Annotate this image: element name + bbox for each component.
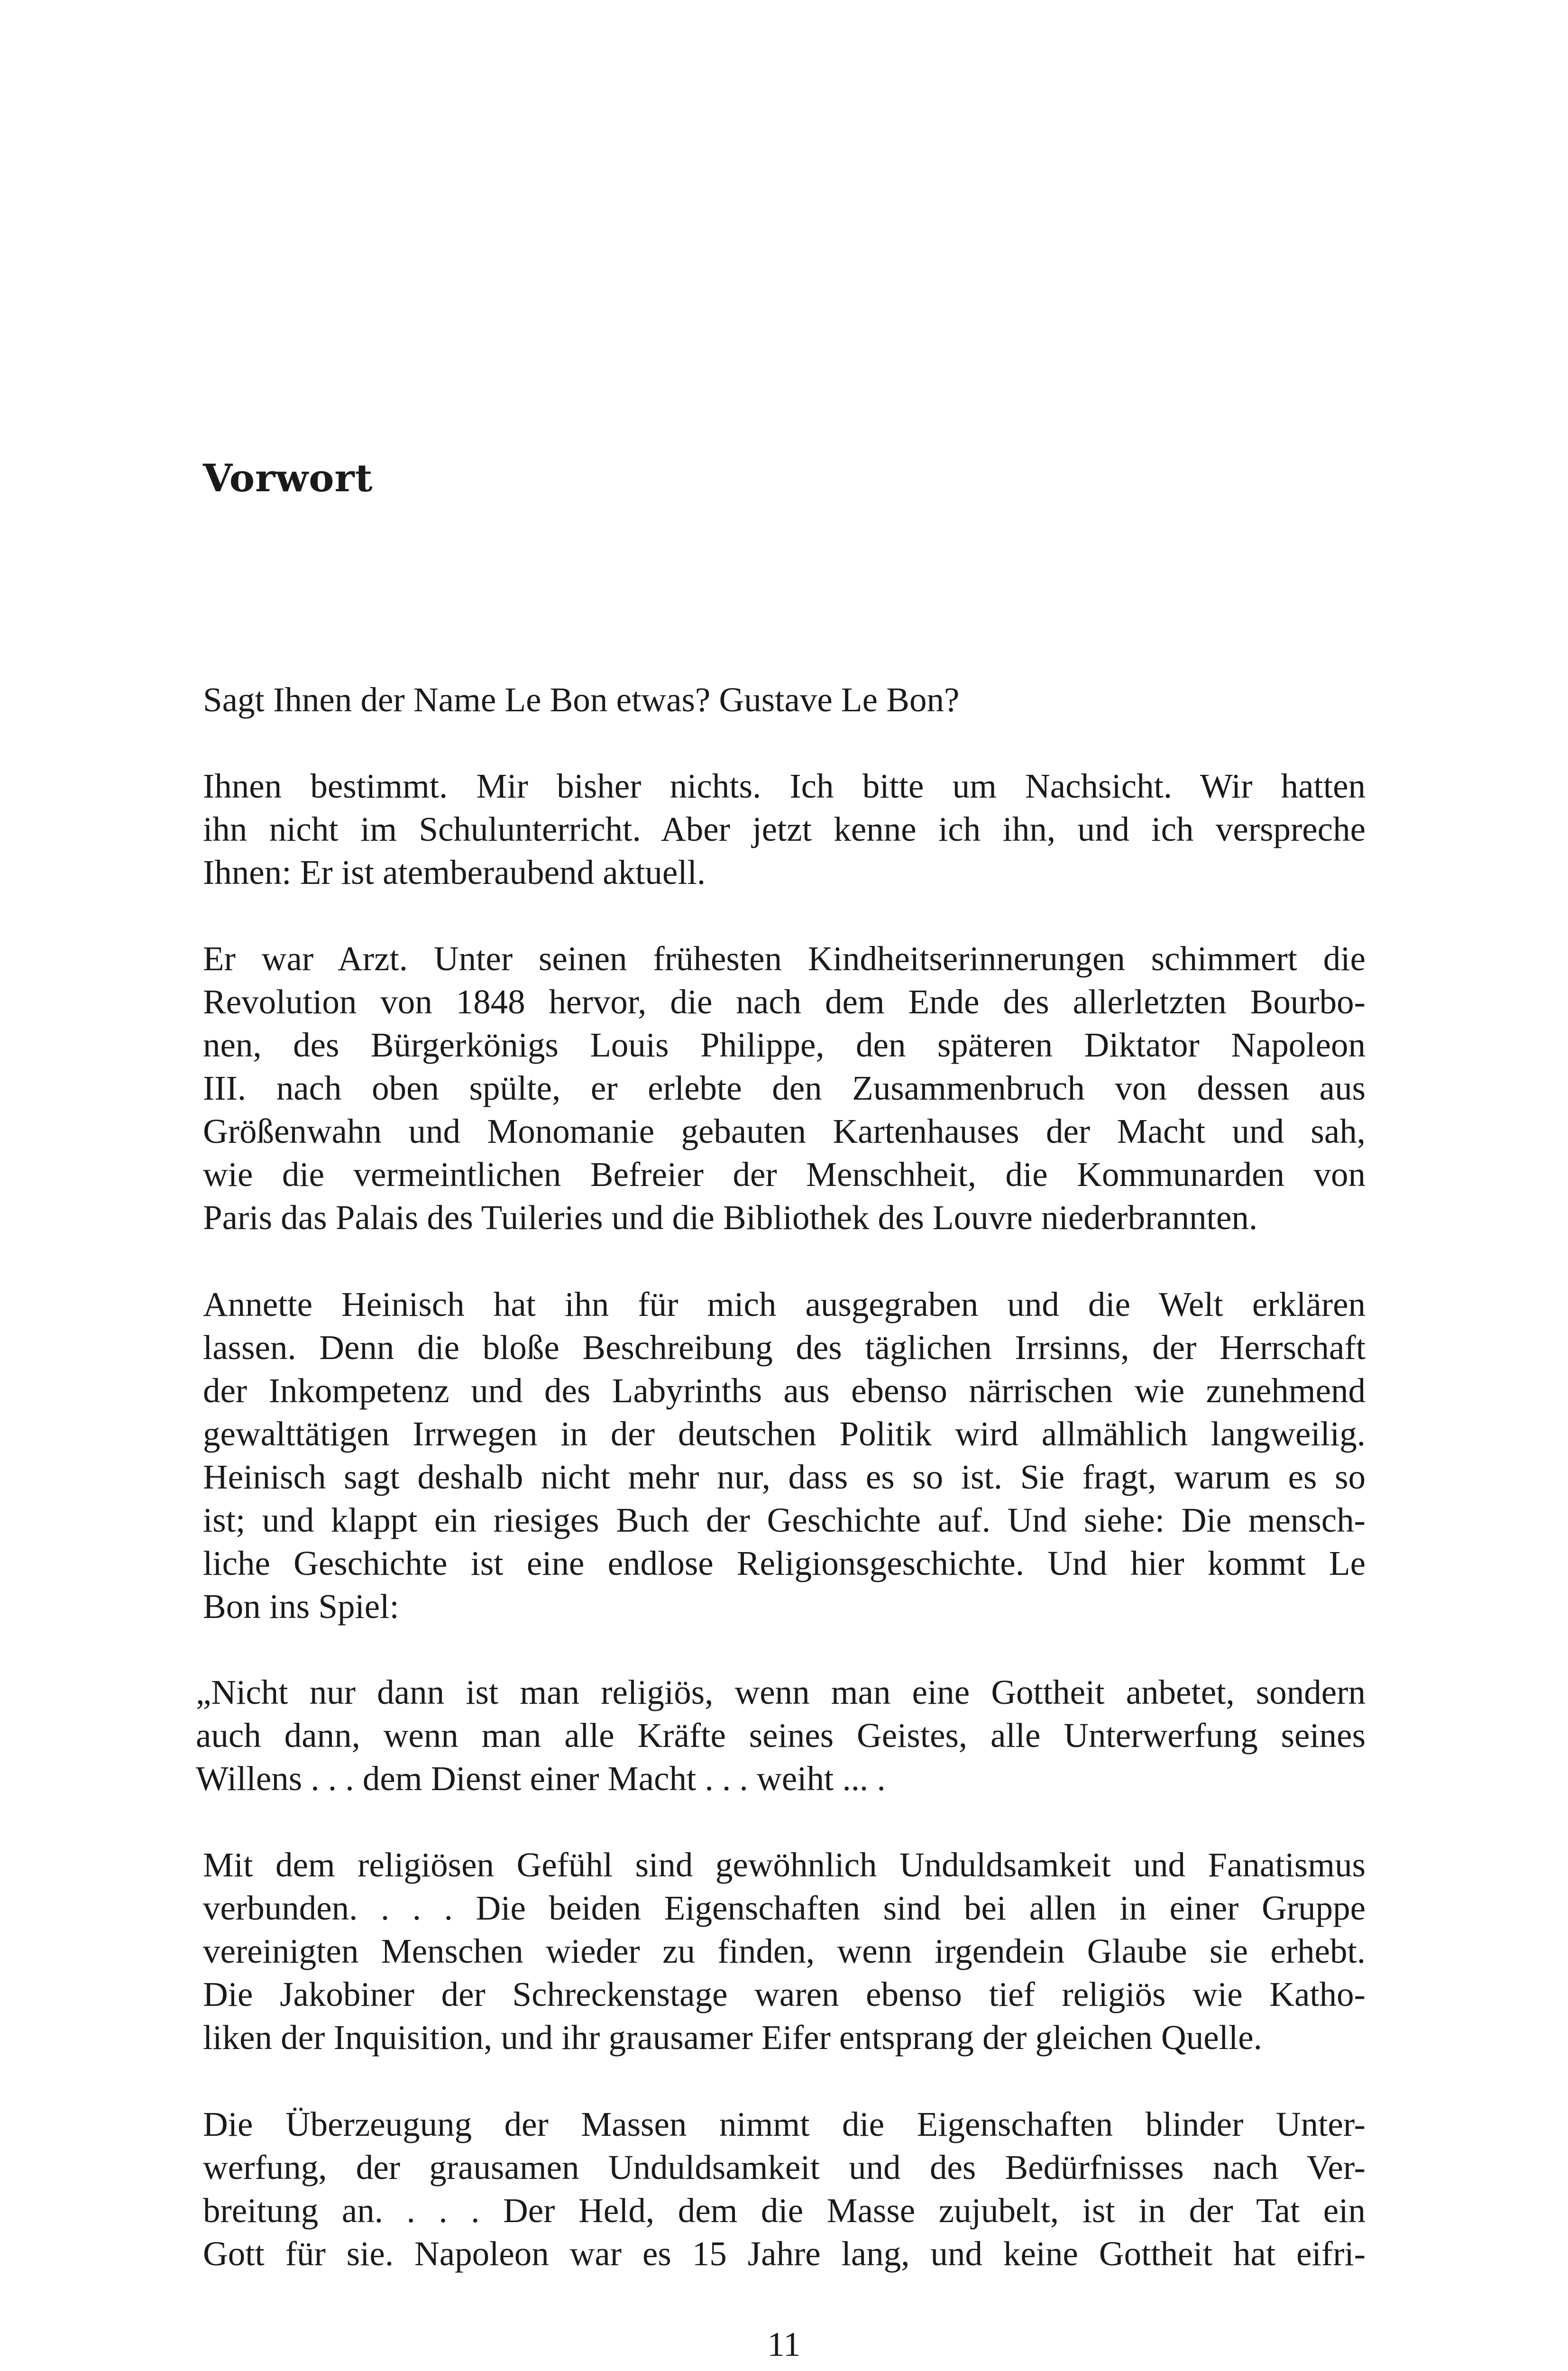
text-line: lassen. Denn die bloße Beschreibung des täglichen Irrsinns, der Herrschaft [203,1328,1366,1367]
text-line: ihn nicht im Schulunterricht. Aber jetzt kenne ich ihn, und ich verspreche [203,810,1366,848]
paragraph [203,1843,1366,2059]
text-line: „Nicht nur dann ist man religiös, wenn man eine Gottheit anbetet, sondern [196,1673,1366,1711]
text-line: Revolution von 1848 hervor, die nach dem Ende des allerletzten Bourbo- [203,983,1366,1021]
text-line: wie die vermeintlichen Befreier der Menschheit, die Kommunarden von [203,1155,1366,1194]
text-line: Bon ins Spiel: [203,1587,399,1626]
text-line: Größenwahn und Monomanie gebauten Kartenhauses der Macht und sah, [203,1112,1366,1150]
text-line: Er war Arzt. Unter seinen frühesten Kindheitserinnerungen schimmert die [203,939,1366,978]
text-line: liche Geschichte ist eine endlose Religionsgeschichte. Und hier kommt Le [203,1544,1366,1582]
paragraph [203,1283,1366,1628]
text-line: Paris das Palais des Tuileries und die Bibliothek des Louvre niederbrannten. [203,1198,1258,1237]
quote-paragraph [196,1671,1366,1800]
text-line: Ihnen bestimmt. Mir bisher nichts. Ich bitte um Nachsicht. Wir hatten [203,767,1366,805]
paragraph [203,2103,1366,2275]
text-line: Willens . . . dem Dienst einer Macht . . . weiht ... . [196,1759,886,1798]
text-line: Heinisch sagt deshalb nicht mehr nur, dass es so ist. Sie fragt, warum es so [203,1458,1366,1496]
text-line: werfung, der grausamen Unduldsamkeit und des Bedürfnisses nach Ver- [203,2148,1366,2187]
text-line: Mit dem religiösen Gefühl sind gewöhnlich Unduldsamkeit und Fanatismus [203,1846,1366,1884]
text-line: Gott für sie. Napoleon war es 15 Jahre lang, und keine Gottheit hat eifri- [203,2234,1366,2273]
text-line: gewalttätigen Irrwegen in der deutschen Politik wird allmählich langweilig. [203,1415,1366,1453]
text-line: liken der Inquisition, und ihr grausamer Eifer entsprang der gleichen Quelle. [203,2018,1262,2057]
text-line: verbunden. . . . Die beiden Eigenschaften sind bei allen in einer Gruppe [203,1889,1366,1927]
text-line: der Inkompetenz und des Labyrinths aus ebenso närrischen wie zunehmend [203,1371,1366,1410]
text-line: breitung an. . . . Der Held, dem die Masse zujubelt, ist in der Tat ein [203,2191,1366,2230]
text-line: Die Jakobiner der Schreckenstage waren ebenso tief religiös wie Katho- [203,1975,1366,2013]
paragraph [203,937,1366,1239]
text-line: Ihnen: Er ist atemberaubend aktuell. [203,853,706,891]
text-line: vereinigten Menschen wieder zu finden, wenn irgendein Glaube sie erhebt. [203,1932,1366,1970]
text-line: ist; und klappt ein riesiges Buch der Geschichte auf. Und siehe: Die mensch- [203,1501,1366,1539]
paragraph [203,764,1366,894]
page-number: 11 [767,2325,801,2363]
text-line: Annette Heinisch hat ihn für mich ausgegraben und die Welt erklären [203,1285,1366,1323]
text-line: III. nach oben spülte, er erlebte den Zusammenbruch von dessen aus [203,1069,1366,1107]
paragraph [203,678,1366,721]
text-line: nen, des Bürgerkönigs Louis Philippe, den späteren Diktator Napoleon [203,1026,1366,1064]
text-line: Sagt Ihnen der Name Le Bon etwas? Gustave Le Bon? [203,680,960,719]
text-line: Die Überzeugung der Massen nimmt die Eigenschaften blinder Unter- [203,2105,1366,2143]
text-line: auch dann, wenn man alle Kräfte seines Geistes, alle Unterwerfung seines [196,1716,1366,1755]
chapter-heading: Vorwort [203,456,373,500]
